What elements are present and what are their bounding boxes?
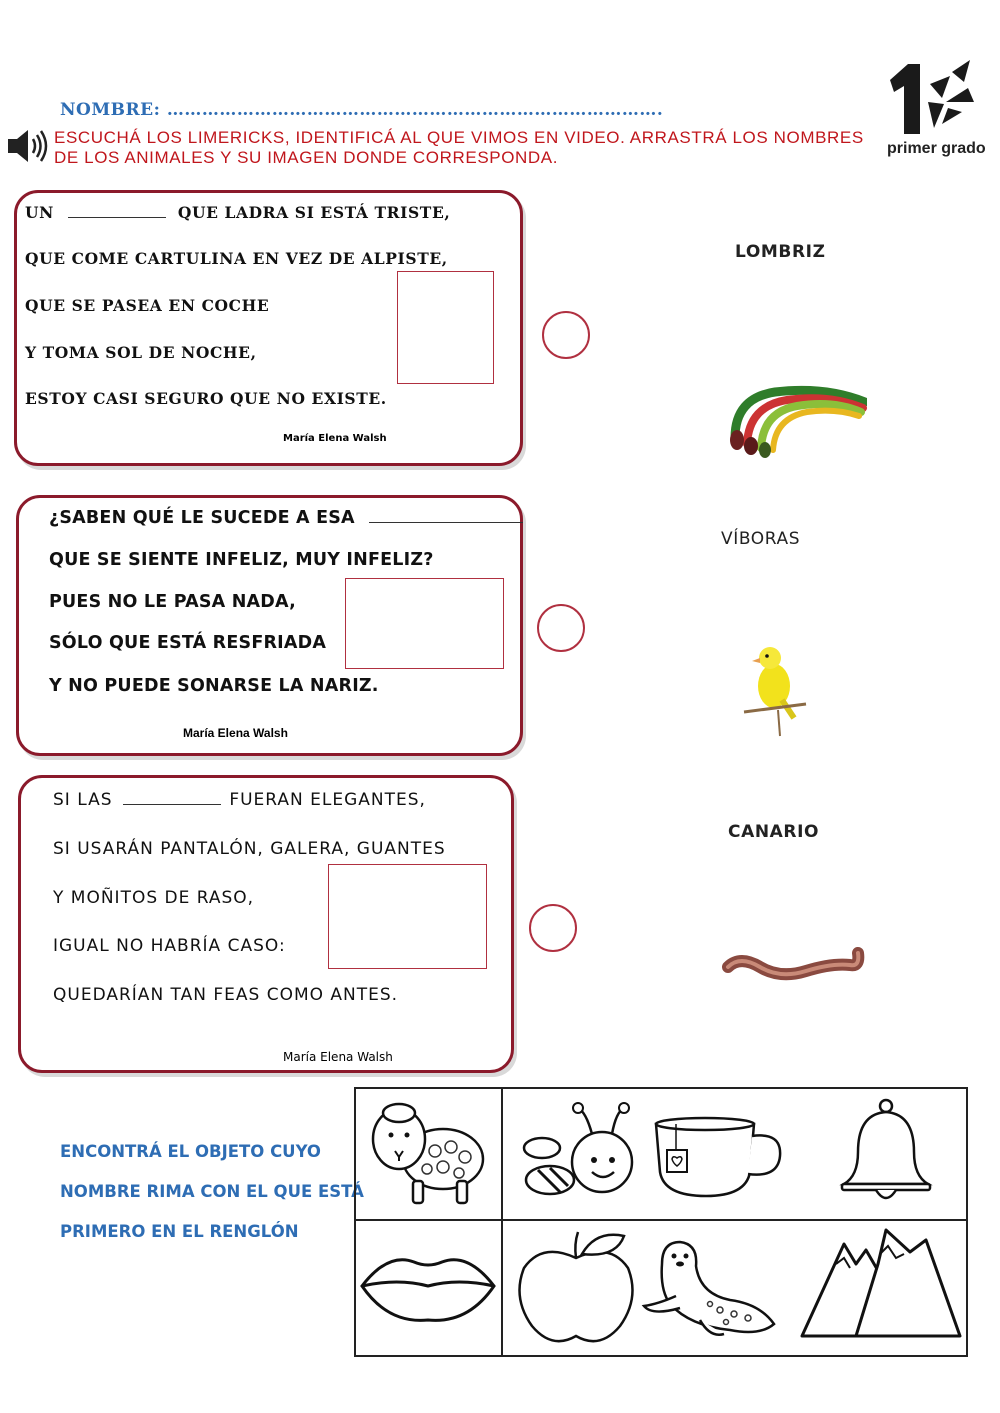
poem-3-blank[interactable] — [123, 804, 221, 805]
poem-2-line-5: Y NO PUEDE SONARSE LA NARIZ. — [49, 676, 379, 696]
rhyme-instruction-2: NOMBRE RIMA CON EL QUE ESTÁ — [60, 1182, 364, 1201]
animal-label-lombriz[interactable]: LOMBRIZ — [735, 242, 826, 262]
lips-icon[interactable] — [358, 1248, 498, 1324]
logo-text: primer grado — [887, 140, 986, 157]
apple-icon[interactable] — [512, 1228, 642, 1348]
drop-zone-image-3[interactable] — [328, 864, 487, 969]
mountains-icon[interactable] — [800, 1224, 962, 1344]
poem-1-line-4: Y TOMA SOL DE NOCHE, — [25, 343, 257, 362]
bell-icon[interactable] — [838, 1096, 934, 1208]
animal-label-viboras[interactable]: VÍBORAS — [721, 529, 801, 549]
poem-2-line-3: PUES NO LE PASA NADA, — [49, 592, 296, 612]
poem-2-line-4: SÓLO QUE ESTÁ RESFRIADA — [49, 633, 327, 653]
poem-3-line-2: SI USARÁN PANTALÓN, GALERA, GUANTES — [53, 839, 446, 859]
instruction-text: ESCUCHÁ LOS LIMERICKS, IDENTIFICÁ AL QUE VIMOS EN VIDEO. ARRASTRÁ LOS NOMBRES DE LOS ANIMALES Y SU IMAGEN DONDE CORRESPONDA. — [54, 128, 864, 167]
poem-3-line-3: Y MOÑITOS DE RASO, — [53, 888, 255, 908]
rhyme-instruction-1: ENCONTRÁ EL OBJETO CUYO — [60, 1142, 321, 1161]
bee-icon[interactable] — [520, 1098, 642, 1206]
poem-2-line-2: QUE SE SIENTE INFELIZ, MUY INFELIZ? — [49, 550, 434, 570]
drop-zone-circle-2[interactable] — [537, 604, 585, 652]
poem-3-line-1-end: FUERAN ELEGANTES, — [229, 790, 426, 810]
canary-image-icon[interactable] — [742, 640, 808, 738]
poem-3-line-5: QUEDARÍAN TAN FEAS COMO ANTES. — [53, 985, 399, 1005]
animal-label-canario[interactable]: CANARIO — [728, 822, 820, 842]
drop-zone-image-1[interactable] — [397, 271, 494, 384]
snakes-image-icon[interactable] — [725, 378, 867, 464]
seal-icon[interactable] — [640, 1234, 782, 1342]
worm-image-icon[interactable] — [720, 945, 868, 985]
drop-zone-circle-1[interactable] — [542, 311, 590, 359]
sheep-icon[interactable] — [365, 1095, 490, 1210]
poem-1-blank[interactable] — [68, 217, 166, 218]
poem-1-line-1-start: UN — [25, 203, 54, 222]
poem-3-line-1-start: SI LAS — [53, 790, 113, 810]
poem-1-line-3: QUE SE PASEA EN COCHE — [25, 296, 270, 315]
poem-1-line-5: ESTOY CASI SEGURO QUE NO EXISTE. — [25, 389, 387, 408]
cup-icon[interactable] — [650, 1112, 790, 1202]
drop-zone-circle-3[interactable] — [529, 904, 577, 952]
drop-zone-image-2[interactable] — [345, 578, 504, 669]
poem-2-blank[interactable] — [369, 522, 523, 523]
rhyme-instruction-3: PRIMERO EN EL RENGLÓN — [60, 1222, 299, 1241]
poem-1-line-2: QUE COME CARTULINA EN VEZ DE ALPISTE, — [25, 249, 448, 268]
name-field-label: NOMBRE: …………………………………………………………………………. — [60, 100, 664, 120]
poem-3-line-4: IGUAL NO HABRÍA CASO: — [53, 936, 286, 956]
poem-1-author: María Elena Walsh — [283, 433, 387, 444]
poem-2-author: María Elena Walsh — [183, 726, 288, 740]
speaker-icon[interactable] — [6, 126, 52, 166]
poem-2-line-1: ¿SABEN QUÉ LE SUCEDE A ESA — [49, 508, 355, 528]
poem-1-line-1-end: QUE LADRA SI ESTÁ TRISTE, — [177, 203, 451, 222]
poem-3-author: María Elena Walsh — [283, 1050, 393, 1064]
